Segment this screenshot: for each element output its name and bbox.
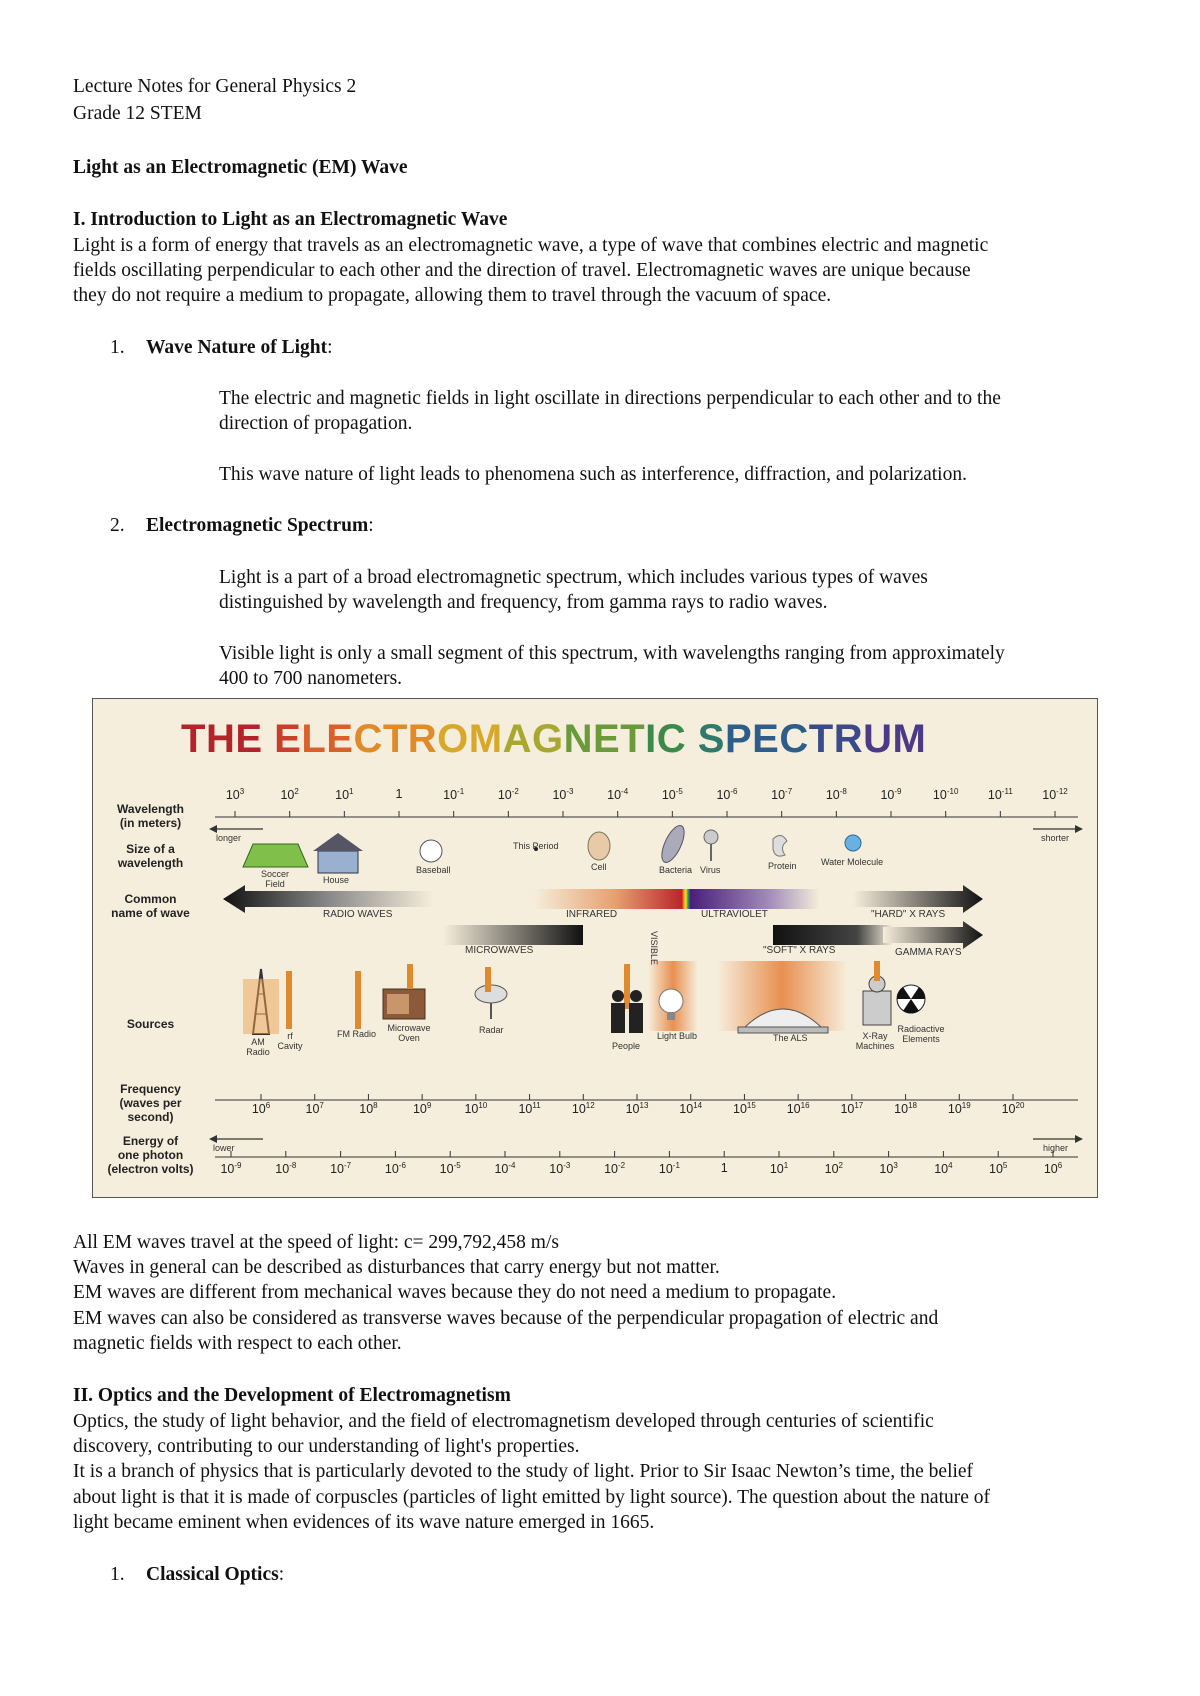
virus-label: Virus bbox=[700, 865, 721, 875]
fm-radio-label: FM Radio bbox=[337, 1029, 377, 1039]
house-label: House bbox=[323, 875, 350, 885]
visible-band bbox=[682, 889, 690, 909]
protein-icon bbox=[773, 835, 787, 856]
energy-tick-label: $10^{-5}$ bbox=[439, 1161, 461, 1177]
radioactive-elements-label: Radioactive Elements bbox=[897, 1024, 945, 1044]
paragraph-line: Visible light is only a small segment of this spectrum, with wavelengths ranging from approximately bbox=[219, 643, 1005, 664]
light-bulb-label: Light Bulb bbox=[657, 1031, 698, 1041]
energy-tick-label: $10^4$ bbox=[934, 1161, 953, 1177]
paragraph-line: 400 to 700 nanometers. bbox=[219, 668, 403, 689]
frequency-tick-label: $10^{13}$ bbox=[625, 1101, 649, 1117]
wavelength-row-label: Wavelength (in meters) bbox=[117, 802, 184, 830]
section-1-line: they do not require a medium to propagate, allowing them to travel through the vacuum of space. bbox=[73, 285, 832, 306]
bacteria-label: Bacteria bbox=[659, 865, 693, 875]
infrared-band bbox=[533, 889, 683, 909]
x-ray-machine-icon bbox=[863, 961, 891, 1025]
frequency-tick-label: $10^{11}$ bbox=[518, 1101, 541, 1117]
frequency-tick-label: $10^{10}$ bbox=[464, 1101, 488, 1117]
house-icon bbox=[318, 851, 358, 873]
paragraph-line: EM waves can also be considered as transverse waves because of the perpendicular propagation of electric and bbox=[73, 1308, 939, 1329]
cell-icon bbox=[588, 832, 610, 860]
em-spectrum-figure bbox=[92, 698, 1098, 1198]
frequency-tick-label: $10^{12}$ bbox=[571, 1101, 595, 1117]
paragraph-line: Light is a part of a broad electromagnetic spectrum, which includes various types of waves bbox=[219, 567, 928, 588]
section-1-line: Light is a form of energy that travels as an electromagnetic wave, a type of wave that combines electric and magnetic bbox=[73, 235, 989, 256]
this-period-label: This Period bbox=[513, 841, 559, 851]
energy-tick-label: $10^1$ bbox=[769, 1161, 789, 1177]
protein-label: Protein bbox=[768, 861, 797, 871]
energy-tick-label: $10^5$ bbox=[989, 1161, 1008, 1177]
classical-optics-title: Classical Optics bbox=[146, 1564, 279, 1585]
wavelength-tick-label: $10^{-12}$ bbox=[1042, 787, 1068, 803]
gamma-rays-label: GAMMA RAYS bbox=[895, 947, 962, 958]
wave-nature-title: Wave Nature of Light bbox=[146, 337, 328, 358]
higher-label: higher bbox=[1043, 1143, 1069, 1153]
hard-x-rays-label: "HARD" X RAYS bbox=[871, 909, 946, 920]
title-colon: : bbox=[327, 337, 333, 358]
frequency-tick-label: $10^{19}$ bbox=[947, 1101, 971, 1117]
list-item-title bbox=[146, 1562, 284, 1588]
wavelength-tick-label: $10^{-8}$ bbox=[825, 787, 847, 803]
paragraph-line: magnetic fields with respect to each other. bbox=[73, 1333, 402, 1354]
am-radio-label: AM Radio bbox=[246, 1037, 270, 1057]
frequency-tick-label: $10^{14}$ bbox=[679, 1101, 703, 1117]
list-item-title bbox=[146, 335, 333, 361]
energy-tick-label: $10^{-3}$ bbox=[549, 1161, 571, 1177]
cell-label: Cell bbox=[591, 862, 607, 872]
the-als-label: The ALS bbox=[773, 1033, 808, 1043]
paragraph-line: Waves in general can be described as disturbances that carry energy but not matter. bbox=[73, 1257, 720, 1278]
wavelength-tick-label: $10^{-10}$ bbox=[932, 787, 959, 803]
em-spectrum-title: Electromagnetic Spectrum bbox=[146, 515, 369, 536]
wavelength-tick-label: $10^2$ bbox=[280, 787, 299, 803]
energy-row-label: Energy of one photon (electron volts) bbox=[107, 1134, 194, 1176]
list-number: 1. bbox=[110, 337, 125, 358]
rf-cavity-icon bbox=[286, 971, 292, 1029]
frequency-tick-label: $10^{20}$ bbox=[1001, 1101, 1025, 1117]
people-label: People bbox=[612, 1041, 641, 1051]
shorter-label: shorter bbox=[1041, 833, 1070, 843]
wavelength-tick-label: $10^{-6}$ bbox=[716, 787, 738, 803]
soccer-field-label: Soccer Field bbox=[260, 869, 289, 889]
soft-x-rays-label: "SOFT" X RAYS bbox=[763, 945, 836, 956]
frequency-row-label: Frequency (waves per second) bbox=[119, 1082, 182, 1124]
fm-radio-icon bbox=[355, 971, 361, 1029]
visible-label: VISIBLE bbox=[649, 931, 659, 966]
header-line-2: Grade 12 STEM bbox=[73, 103, 202, 124]
lower-label: lower bbox=[213, 1143, 235, 1153]
wavelength-tick-label: $10^{-3}$ bbox=[552, 787, 574, 803]
list-number: 2. bbox=[110, 515, 125, 536]
frequency-tick-label: $10^{15}$ bbox=[733, 1101, 756, 1117]
water-molecule-label: Water Molecule bbox=[821, 857, 884, 867]
section-2-line: discovery, contributing to our understanding of light's properties. bbox=[73, 1436, 580, 1457]
section-1-heading: I. Introduction to Light as an Electromagnetic Wave bbox=[73, 209, 508, 230]
wavelength-tick-label: 1 bbox=[395, 787, 403, 801]
baseball-label: Baseball bbox=[416, 865, 451, 875]
energy-tick-label: $10^{-8}$ bbox=[275, 1161, 297, 1177]
paragraph-line: distinguished by wavelength and frequency, from gamma rays to radio waves. bbox=[219, 592, 828, 613]
microwaves-band bbox=[443, 925, 583, 945]
baseball-icon bbox=[420, 840, 442, 862]
frequency-tick-label: $10^7$ bbox=[305, 1101, 324, 1117]
bacteria-icon bbox=[657, 822, 688, 865]
am-radio-tower-icon bbox=[243, 969, 279, 1034]
paragraph-line: All EM waves travel at the speed of light: c= 299,792,458 m/s bbox=[73, 1232, 559, 1253]
section-2-line: light became eminent when evidences of its wave nature emerged in 1665. bbox=[73, 1512, 655, 1533]
infrared-label: INFRARED bbox=[566, 909, 618, 920]
energy-tick-label: $10^{-2}$ bbox=[604, 1161, 626, 1177]
title-colon: : bbox=[368, 515, 374, 536]
frequency-tick-label: $10^9$ bbox=[412, 1101, 432, 1117]
longer-label: longer bbox=[216, 833, 242, 843]
section-2-line: It is a branch of physics that is particularly devoted to the study of light. Prior to Sir Isaac Newton’s time, the belief bbox=[73, 1461, 974, 1482]
wavelength-tick-label: $10^{-5}$ bbox=[661, 787, 683, 803]
wavelength-tick-label: $10^{-7}$ bbox=[771, 787, 793, 803]
wavelength-tick-label: $10^1$ bbox=[335, 787, 354, 803]
wavelength-tick-label: $10^{-4}$ bbox=[607, 787, 629, 803]
paragraph-line: direction of propagation. bbox=[219, 413, 413, 434]
ultraviolet-label: ULTRAVIOLET bbox=[701, 909, 768, 920]
frequency-tick-label: $10^{17}$ bbox=[840, 1101, 864, 1117]
size-row-label: Size of a wavelength bbox=[117, 842, 184, 870]
energy-tick-label: $10^{-7}$ bbox=[330, 1161, 352, 1177]
frequency-tick-label: $10^8$ bbox=[359, 1101, 378, 1117]
figure-title: THE ELECTROMAGNETIC SPECTRUM bbox=[181, 717, 927, 761]
microwaves-label: MICROWAVES bbox=[465, 945, 534, 956]
wavelength-tick-label: $10^{-9}$ bbox=[880, 787, 902, 803]
microwave-oven-label: Microwave Oven bbox=[387, 1023, 431, 1043]
energy-tick-label: $10^{-4}$ bbox=[494, 1161, 516, 1177]
rf-cavity-label: rf Cavity bbox=[277, 1031, 303, 1051]
list-item-title bbox=[146, 513, 374, 539]
virus-icon bbox=[704, 830, 718, 844]
energy-tick-label: $10^{-9}$ bbox=[220, 1161, 242, 1177]
energy-tick-label: $10^{-1}$ bbox=[658, 1161, 680, 1177]
energy-tick-label: $10^{-6}$ bbox=[384, 1161, 406, 1177]
paragraph-line: The electric and magnetic fields in light oscillate in directions perpendicular to each other and to the bbox=[219, 388, 1001, 409]
radio-waves-label: RADIO WAVES bbox=[323, 909, 393, 920]
paragraph-line: This wave nature of light leads to phenomena such as interference, diffraction, and polarization. bbox=[219, 464, 967, 485]
title-colon: : bbox=[278, 1564, 285, 1585]
frequency-tick-label: $10^{16}$ bbox=[786, 1101, 810, 1117]
ultraviolet-band bbox=[690, 889, 820, 909]
document-title: Light as an Electromagnetic (EM) Wave bbox=[73, 157, 408, 178]
energy-tick-label: $10^6$ bbox=[1043, 1161, 1063, 1177]
section-1-line: fields oscillating perpendicular to each other and the direction of travel. Electromagnetic waves are unique because bbox=[73, 260, 971, 281]
light-bulb-icon bbox=[659, 989, 683, 1013]
soccer-field-icon bbox=[243, 844, 308, 867]
section-2-heading: II. Optics and the Development of Electromagnetism bbox=[73, 1385, 511, 1406]
section-2-line: Optics, the study of light behavior, and the field of electromagnetism developed through centuries of scientific bbox=[73, 1411, 934, 1432]
section-2-line: about light is that it is made of corpuscles (particles of light emitted by light source). The question about the nature of bbox=[73, 1487, 991, 1508]
sources-row-label: Sources bbox=[126, 1017, 175, 1031]
list-number: 1. bbox=[110, 1564, 125, 1585]
gamma-rays-band bbox=[883, 921, 983, 949]
energy-tick-label: $10^3$ bbox=[879, 1161, 898, 1177]
soft-x-rays-band bbox=[773, 925, 893, 945]
x-ray-machines-label: X-Ray Machines bbox=[855, 1031, 895, 1051]
paragraph-line: EM waves are different from mechanical waves because they do not need a medium to propagate. bbox=[73, 1282, 837, 1303]
common-name-row-label: Common name of wave bbox=[111, 892, 190, 920]
water-molecule-icon bbox=[845, 835, 861, 851]
header-line-1: Lecture Notes for General Physics 2 bbox=[73, 76, 357, 97]
energy-tick-label: 1 bbox=[720, 1161, 728, 1175]
wavelength-tick-label: $10^{-2}$ bbox=[497, 787, 519, 803]
radar-label: Radar bbox=[479, 1025, 504, 1035]
wavelength-tick-label: $10^3$ bbox=[225, 787, 245, 803]
energy-tick-label: $10^2$ bbox=[824, 1161, 843, 1177]
wavelength-tick-label: $10^{-1}$ bbox=[443, 787, 465, 803]
frequency-tick-label: $10^{18}$ bbox=[894, 1101, 917, 1117]
frequency-tick-label: $10^6$ bbox=[251, 1101, 271, 1117]
radioactive-icon bbox=[897, 985, 925, 1014]
wavelength-tick-label: $10^{-11}$ bbox=[987, 787, 1013, 803]
